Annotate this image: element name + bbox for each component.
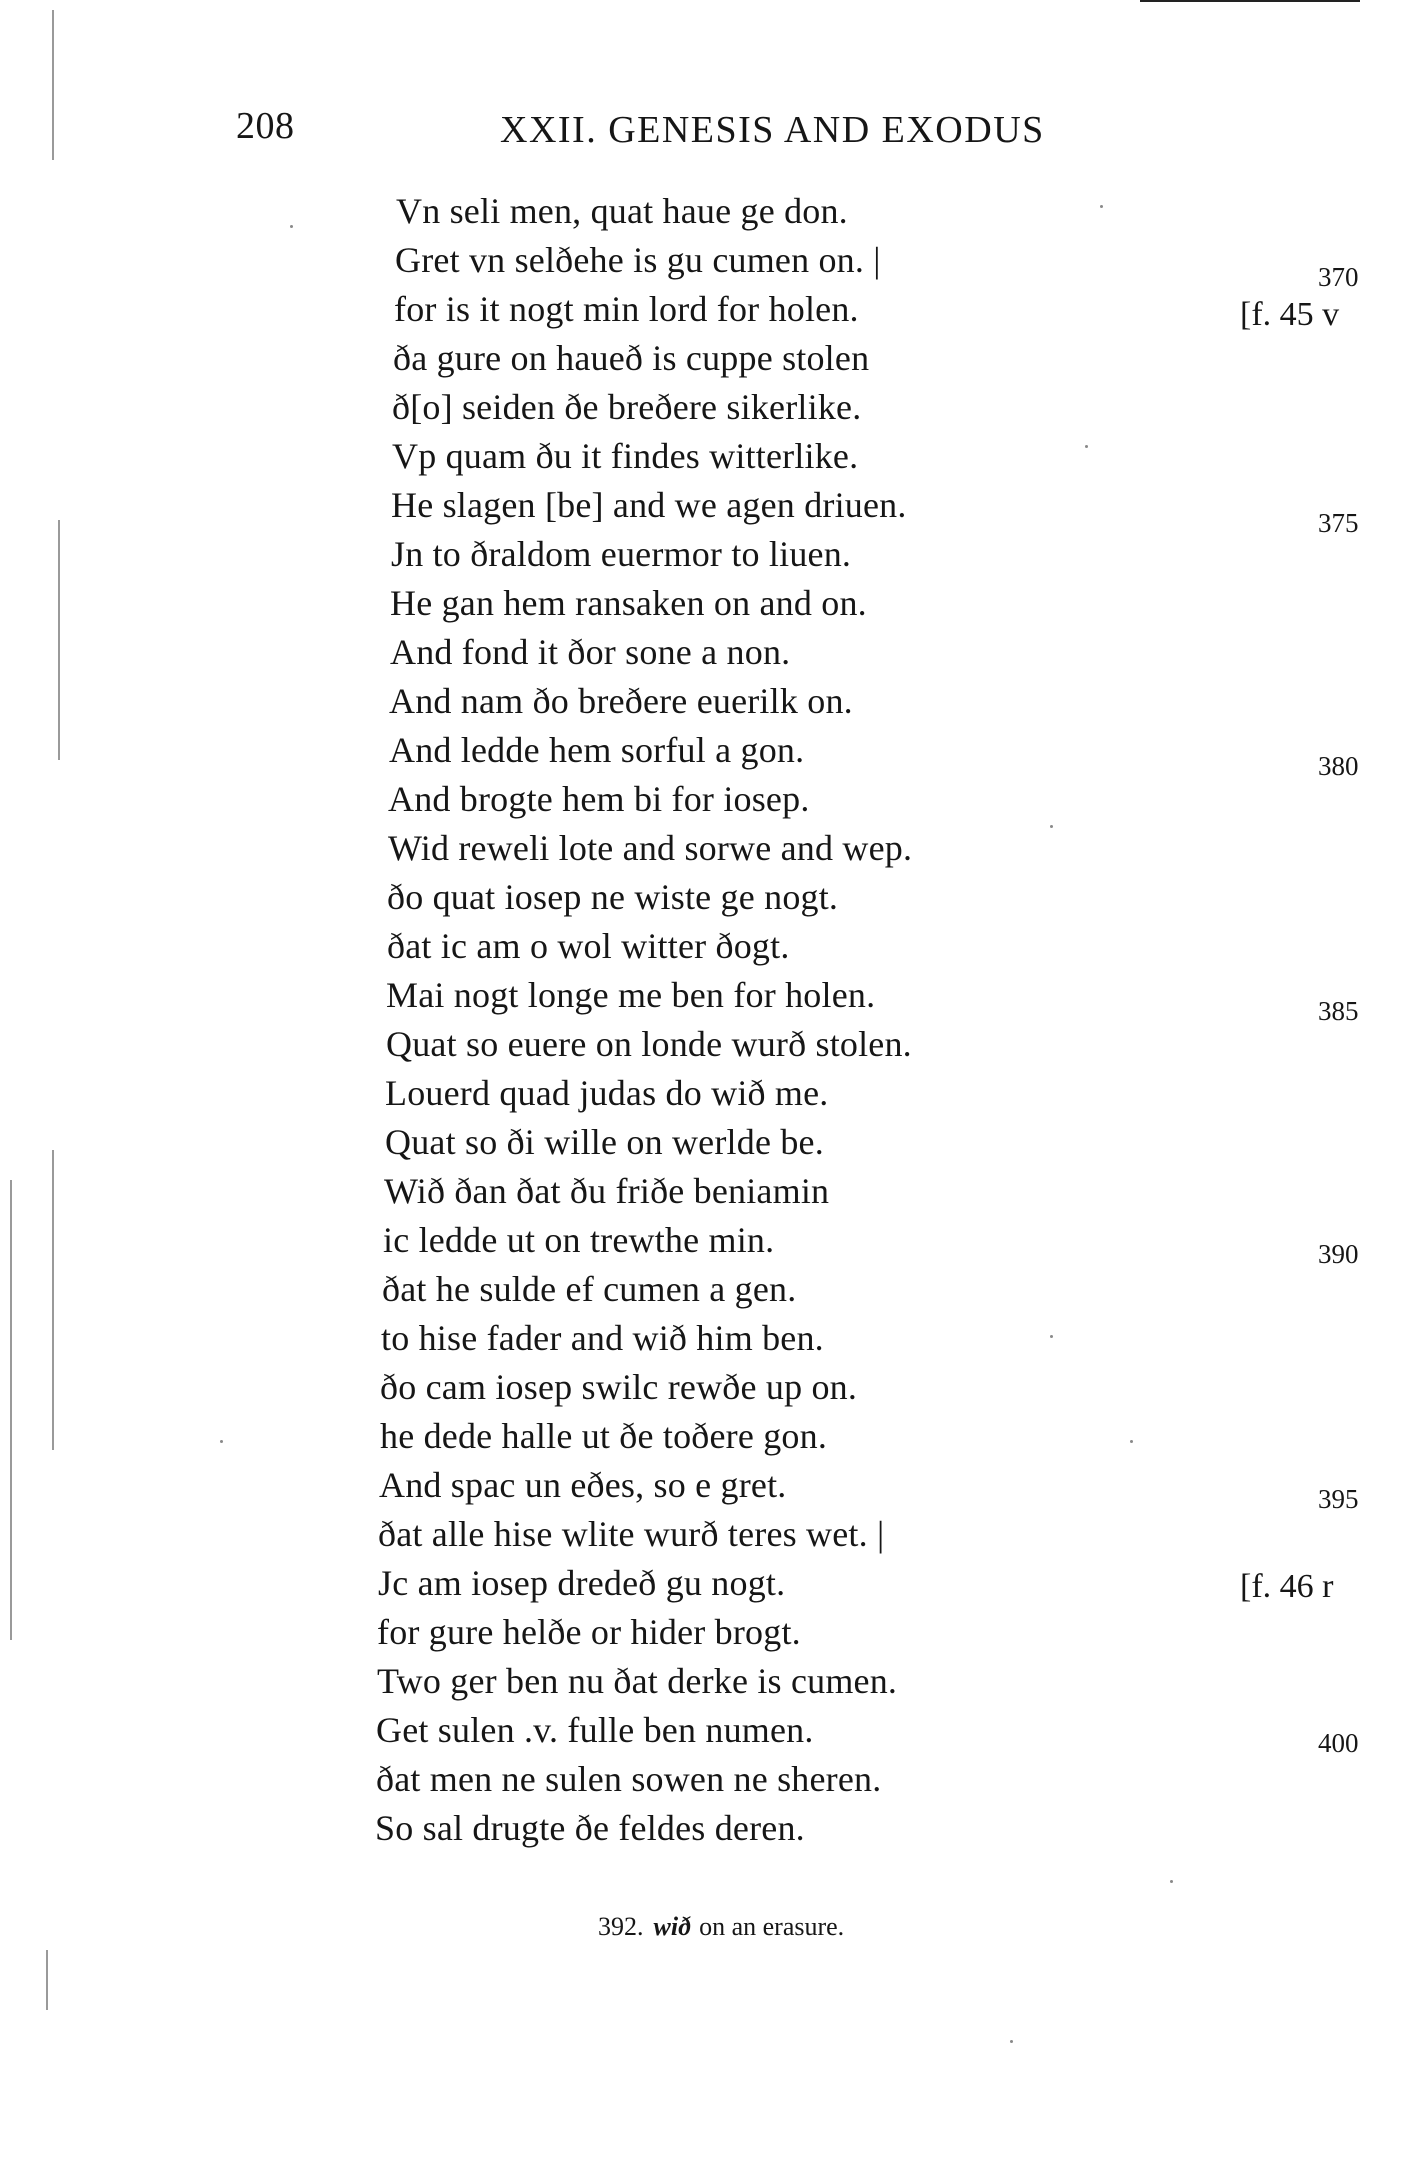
speck	[1130, 1440, 1133, 1443]
footnote	[598, 1912, 844, 1942]
page-number: 208	[236, 105, 295, 147]
verse-line: So sal drugte ðe feldes deren.	[375, 1808, 805, 1848]
line-number: 385	[1318, 996, 1359, 1026]
verse-line: to hise fader and wið him ben.	[381, 1318, 824, 1358]
verse-line: ðo cam iosep swilc rewðe up on.	[380, 1367, 858, 1407]
verse-line: Get sulen .v. fulle ben numen.	[376, 1710, 814, 1750]
verse-line: ic ledde ut on trewthe min.	[383, 1220, 775, 1260]
verse-line: Wid reweli lote and sorwe and wep.	[388, 828, 913, 868]
verse-line: Wið ðan ðat ðu friðe beniamin	[384, 1171, 830, 1211]
line-number: 370	[1318, 262, 1359, 292]
verse-line: Jn to ðraldom euermor to liuen.	[391, 534, 852, 574]
verse-line: He gan hem ransaken on and on.	[390, 583, 867, 623]
line-number: 375	[1318, 508, 1359, 538]
scan-mark	[46, 1950, 48, 2010]
folio-reference: [f. 46 r	[1240, 1568, 1334, 1605]
scan-mark	[58, 520, 60, 760]
verse-line: ðo quat iosep ne wiste ge nogt.	[387, 877, 839, 917]
folio-reference: [f. 45 v	[1240, 296, 1340, 333]
verse-line: ða gure on haueð is cuppe stolen	[393, 338, 870, 378]
running-head: XXII. GENESIS AND EXODUS	[500, 109, 1045, 151]
speck	[1085, 445, 1088, 448]
speck	[290, 225, 293, 228]
verse-line: He slagen [be] and we agen driuen.	[391, 485, 907, 525]
verse-line: Quat so ði wille on werlde be.	[385, 1122, 824, 1162]
footnote-word: wið	[653, 1912, 692, 1941]
footnote-number: 392.	[598, 1912, 644, 1941]
speck	[1050, 825, 1053, 828]
speck	[1170, 1880, 1173, 1883]
verse-line: And ledde hem sorful a gon.	[389, 730, 805, 770]
speck	[1100, 205, 1103, 208]
line-number: 390	[1318, 1239, 1359, 1269]
speck	[220, 1440, 223, 1443]
verse-line: he dede halle ut ðe toðere gon.	[380, 1416, 828, 1456]
scan-mark	[52, 10, 54, 160]
speck	[1010, 2040, 1013, 2043]
line-number: 395	[1318, 1484, 1359, 1514]
verse-line: Jc am iosep dredeð gu nogt.	[378, 1563, 786, 1603]
scan-mark	[10, 1180, 12, 1640]
verse-line: Vn seli men, quat haue ge don.	[396, 191, 848, 231]
verse-line: ðat ic am o wol witter ðogt.	[387, 926, 790, 966]
verse-line: Vp quam ðu it findes witterlike.	[392, 436, 859, 476]
verse-line: ðat he sulde ef cumen a gen.	[382, 1269, 797, 1309]
verse-line: Two ger ben nu ðat derke is cumen.	[377, 1661, 898, 1701]
verse-line: And brogte hem bi for iosep.	[388, 779, 810, 819]
verse-line: And fond it ðor sone a non.	[390, 632, 791, 672]
line-number: 400	[1318, 1728, 1359, 1758]
verse-line: Gret vn selðehe is gu cumen on. |	[395, 240, 881, 280]
verse-line: ð[o] seiden ðe breðere sikerlike.	[392, 387, 862, 427]
verse-line: And spac un eðes, so e gret.	[379, 1465, 787, 1505]
scan-mark	[52, 1150, 54, 1450]
verse-line: And nam ðo breðere euerilk on.	[389, 681, 853, 721]
verse-line: Mai nogt longe me ben for holen.	[386, 975, 876, 1015]
verse-line: for is it nogt min lord for holen.	[394, 289, 859, 329]
top-rule	[1140, 0, 1360, 2]
verse-line: for gure helðe or hider brogt.	[377, 1612, 801, 1652]
verse-line: Louerd quad judas do wið me.	[385, 1073, 829, 1113]
footnote-text: on an erasure.	[699, 1912, 845, 1941]
line-number: 380	[1318, 751, 1359, 781]
verse-line: ðat alle hise wlite wurð teres wet. |	[378, 1514, 885, 1554]
speck	[1050, 1335, 1053, 1338]
verse-line: ðat men ne sulen sowen ne sheren.	[376, 1759, 882, 1799]
verse-line: Quat so euere on londe wurð stolen.	[386, 1024, 912, 1064]
